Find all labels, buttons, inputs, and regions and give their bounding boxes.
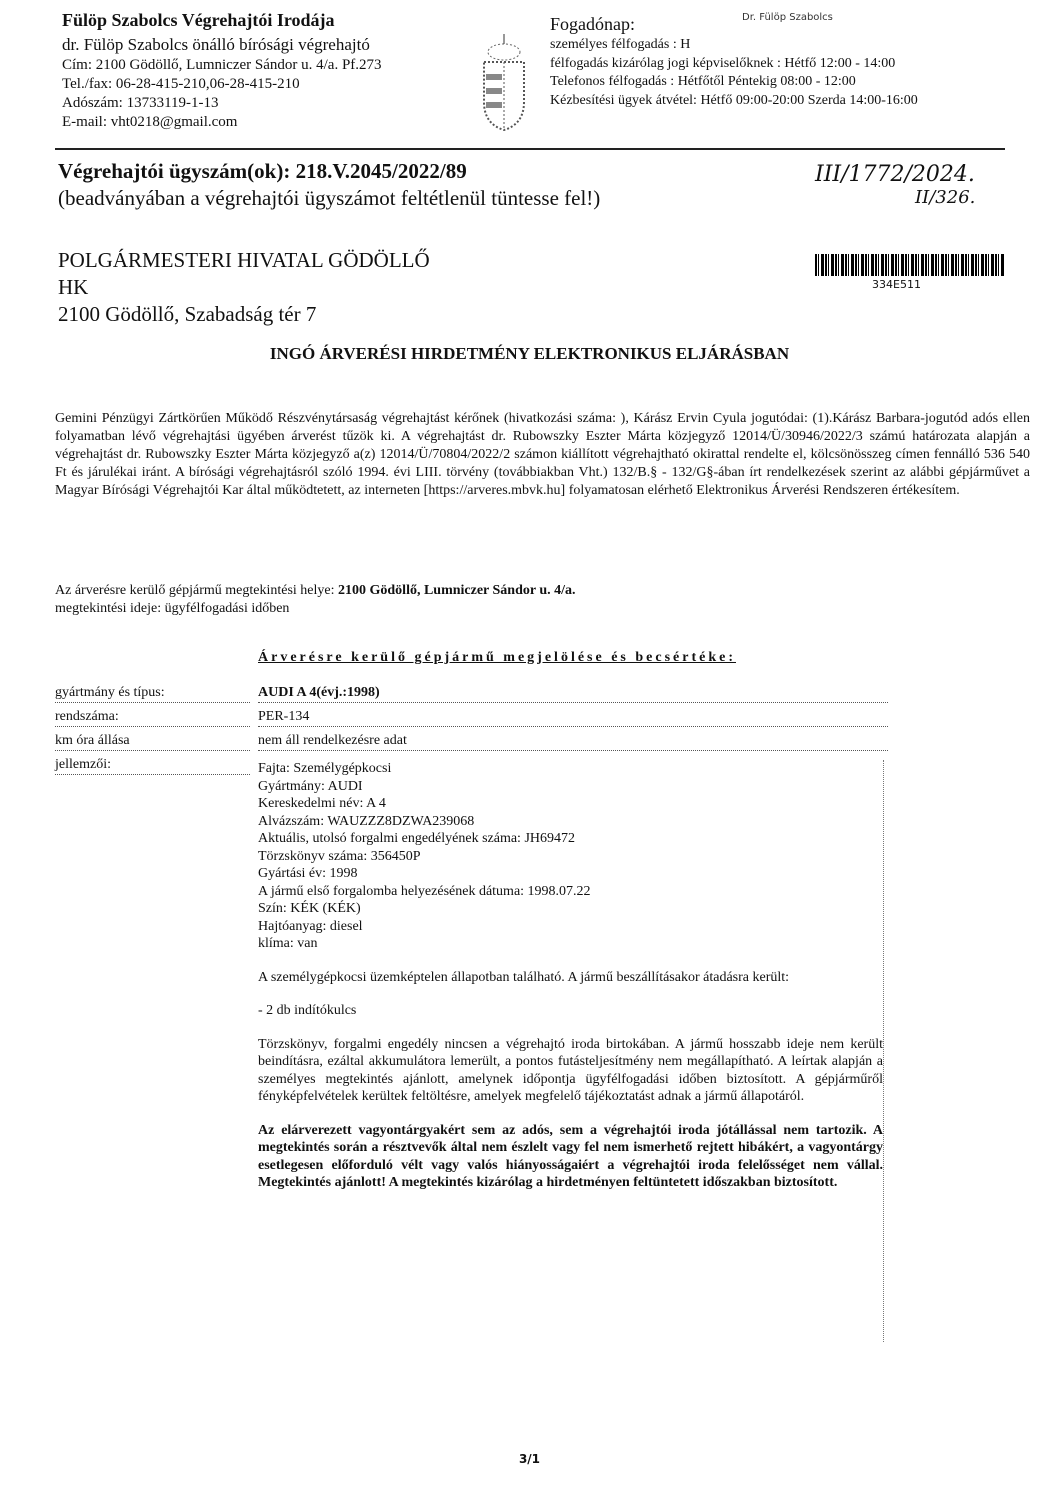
office-line: Cím: 2100 Gödöllő, Lumniczer Sándor u. 4/a. Pf.273 (62, 57, 382, 73)
office-line: E-mail: vht0218@gmail.com (62, 114, 238, 130)
handwritten-line: III/1772/2024. (815, 162, 975, 187)
stamp-name: Dr. Fülöp Szabolcs (742, 12, 833, 23)
row-value: nem áll rendelkezésre adat (258, 732, 888, 751)
condition-paragraph: A személygépkocsi üzemképtelen állapotban található. A jármű beszállításakor átadásra került: (258, 969, 790, 985)
office-line: Adószám: 13733119-1-13 (62, 95, 219, 111)
viewing-place: 2100 Gödöllő, Lumniczer Sándor u. 4/a. (338, 583, 576, 598)
recipient-line: POLGÁRMESTERI HIVATAL GÖDÖLLŐ (58, 248, 430, 272)
handwritten-note (815, 162, 975, 208)
feature: Aktuális, utolsó forgalmi engedélyének száma: JH69472 (258, 831, 576, 846)
feature: klíma: van (258, 936, 318, 951)
row-label: rendszáma: (55, 708, 250, 727)
feature: Szín: KÉK (KÉK) (258, 901, 361, 916)
reception-line: Telefonos félfogadás : Hétfőtől Péntekig 08:00 - 12:00 (550, 74, 856, 89)
reception-hours (550, 12, 918, 110)
case-note: (beadványában a végrehajtói ügyszámot feltétlenül tüntesse fel!) (58, 186, 601, 210)
recipient-line: 2100 Gödöllő, Szabadság tér 7 (58, 302, 317, 326)
vehicle-details (258, 760, 883, 1208)
feature: Gyártási év: 1998 (258, 866, 358, 881)
row-value: PER-134 (258, 708, 888, 727)
feature: Hajtóanyag: diesel (258, 918, 363, 934)
feature: Kereskedelmi név: A 4 (258, 796, 386, 811)
reception-line: személyes félfogadás : H (550, 37, 691, 52)
viewing-place-label: Az árverésre kerülő gépjármű megtekintési helye: (55, 583, 335, 598)
feature: Fajta: Személygépkocsi (258, 761, 392, 776)
page-number: 3/1 (518, 1452, 541, 1466)
office-line: Tel./fax: 06-28-415-210,06-28-415-210 (62, 76, 300, 92)
coat-of-arms-icon (478, 32, 530, 132)
header-divider (55, 148, 1005, 150)
table-title: Árverésre kerülő gépjármű megjelölése és becsértéke: (258, 650, 736, 665)
row-label: gyártmány és típus: (55, 684, 250, 703)
office-name: Fülöp Szabolcs Végrehajtói Irodája (62, 10, 335, 30)
recipient-address (58, 247, 430, 328)
reception-title: Fogadónap: (550, 14, 635, 34)
viewing-info (55, 582, 576, 618)
table-border (883, 760, 884, 1342)
body-text: Gemini Pénzügyi Zártkörűen Működő Részvénytársaság végrehajtást kérőnek (hivatkozási száma: ), Kárász Ervin Cyula jogutódai: (1).Kárász Barbara-jogutód adós ellen folyamatban lévő végrehajtási ügyében árverést tűzök ki. A végrehajtást dr. Rubowszky Eszter Márta közjegyző 12014/Ü/30946/2022/3 számú határozata alapján a végrehajtást dr. Rubowszky Eszter Márta közjegyző a(z) 12014/Ü/70804/2022/2 számon kiállított végrehajtható okirattal rendelte el, kölcsönösszeg címen fennálló 536 540 Ft és járulékai iránt. A bírósági végrehajtásról szóló 1994. évi LIII. törvény (továbbiakban Vht.) 132/B.§ - 132/G§-ában írt rendelkezések szerint az alábbi gépjárművet a Magyar Bírósági Végrehajtói Kar által működtetett, az interneten [https://arveres.mbvk.hu] folyamatosan elérhető Elektronikus Árverési Rendszeren értékesítem. (55, 411, 1030, 498)
reception-line: Kézbesítési ügyek átvétel: Hétfő 09:00-20:00 Szerda 14:00-16:00 (550, 92, 918, 108)
documents-paragraph: Törzskönyv, forgalmi engedély nincsen a végrehajtó iroda birtokában. A jármű hosszabb ideje nem került beindításra, ezáltal akkumulátora lemerült, a pontos futásteljesítmény nem megállapítható. A leírtak alapján a személyes megtekintés ajánlott, amelynek időpontja ügyfélfogadási időben biztosított. A gépjárműről fényképfelvételek kerültek feltöltésre, amelyek megfelelő tájékoztatást adnak a jármű állapotáról. (258, 1036, 883, 1104)
keys-paragraph: - 2 db indítókulcs (258, 1003, 357, 1018)
document-title: INGÓ ÁRVERÉSI HIRDETMÉNY ELEKTRONIKUS ELJÁRÁSBAN (269, 344, 790, 363)
row-label: km óra állása (55, 732, 250, 751)
case-number: Végrehajtói ügyszám(ok): 218.V.2045/2022/89 (58, 159, 467, 183)
office-line: dr. Fülöp Szabolcs önálló bírósági végrehajtó (62, 35, 370, 54)
feature: Gyártmány: AUDI (258, 778, 363, 794)
feature: Alvázszám: WAUZZZ8DZWA239068 (258, 813, 475, 829)
feature: A jármű első forgalomba helyezésének dátuma: 1998.07.22 (258, 883, 591, 899)
reception-line: félfogadás kizárólag jogi képviselőknek : Hétfő 12:00 - 14:00 (550, 55, 896, 71)
row-value: AUDI A 4(évj.:1998) (258, 684, 888, 703)
barcode (815, 254, 1005, 276)
recipient-line: HK (58, 275, 89, 299)
warranty-warning: Az elárverezett vagyontárgyakért sem az adós, sem a végrehajtói iroda jótállással nem tartozik. A megtekintés során a résztvevők által nem észlelt vagy fel nem ismerhető rejtett hibákért, a vagyontárgy esetlegesen előforduló vélt vagy valós hiányosságaiért a végrehajtói iroda felelősséget nem vállal. Megtekintés ajánlott! A megtekintés kizárólag a hirdetményen feltüntetett időszakban biztosított. (258, 1122, 883, 1190)
feature: Törzskönyv száma: 356450P (258, 848, 421, 864)
office-contact (62, 34, 382, 132)
row-label: jellemzői: (55, 756, 250, 775)
viewing-time: megtekintési ideje: ügyfélfogadási időben (55, 601, 290, 616)
barcode-number: 334E511 (872, 278, 921, 291)
case-block (58, 158, 600, 212)
handwritten-line: II/326. (915, 187, 976, 208)
